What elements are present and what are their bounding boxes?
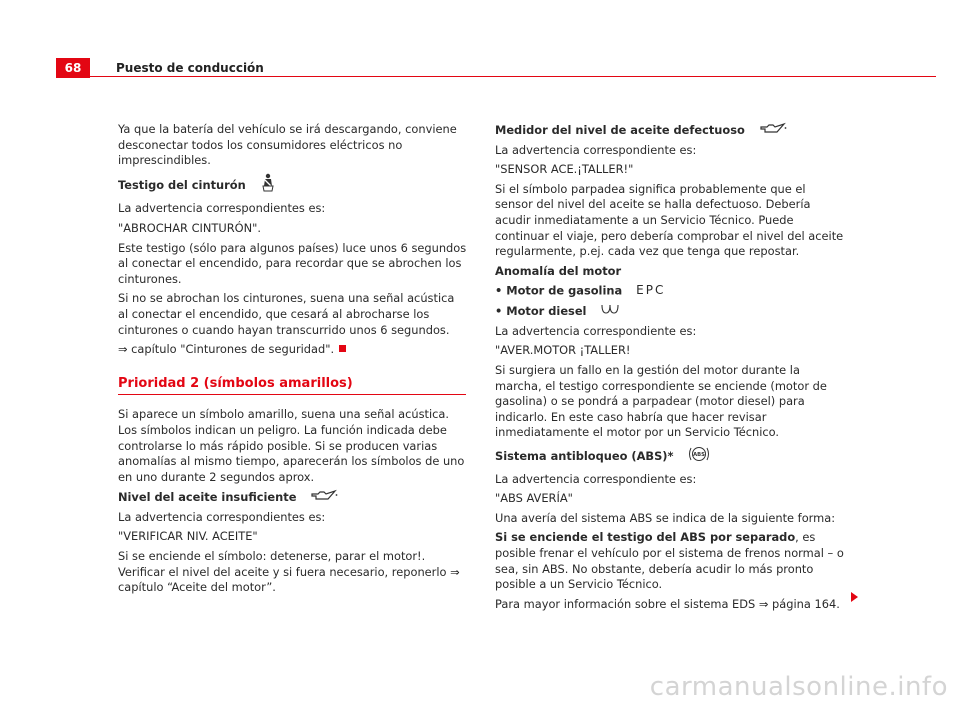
- engine-heading: Anomalía del motor: [495, 263, 622, 278]
- left-column: [118, 122, 468, 600]
- gasoline-engine-item: [495, 283, 845, 299]
- abs-heading: [495, 445, 845, 468]
- diesel-engine-item: [495, 303, 845, 320]
- abs-heading-text: Sistema antibloqueo (ABS)*: [495, 448, 674, 463]
- belt-text-4: Si no se abrochan los cinturones, suena una señal acústica al conectar el encendido, que cesará al abrocharse los cinturones o cuando hayan transcurrido unos 6 segundos.: [118, 291, 455, 337]
- diesel-engine-text: • Motor diesel: [495, 304, 587, 319]
- sensor-text-1: La advertencia correspondiente es:: [495, 142, 697, 157]
- watermark: carmanualsonline.info: [649, 672, 948, 702]
- glow-plug-icon: [600, 303, 620, 320]
- abs-text-5: Para mayor información sobre el sistema EDS ⇒ página 164.: [495, 596, 840, 611]
- belt-text-3: Este testigo (sólo para algunos países) luce unos 6 segundos al conectar el encendido, para recordar que se abrochen los cinturones.: [118, 240, 467, 286]
- oil-sensor-icon: [759, 122, 787, 139]
- abs-icon-label: ABS: [693, 452, 706, 459]
- belt-heading-text: Testigo del cinturón: [118, 177, 246, 192]
- belt-reference-link[interactable]: ⇒ capítulo "Cinturones de seguridad".: [118, 342, 335, 357]
- oil-can-icon: [310, 489, 338, 506]
- right-column: [495, 122, 845, 616]
- oil-text-1: La advertencia correspondientes es:: [118, 509, 326, 524]
- abs-icon: [687, 445, 711, 468]
- end-mark: [339, 345, 346, 352]
- sensor-text-3: Si el símbolo parpadea significa probablemente que el sensor del nivel del aceite se halla defectuoso. Debería acudir inmediatamente a un Servicio Técnico. Puede continuar el viaje, pero debería comprobar el nivel del aceite regularmente, p.ej. cada vez que tenga que repostar.: [495, 181, 844, 259]
- page-number: 68: [56, 58, 90, 78]
- gasoline-engine-text: • Motor de gasolina: [495, 283, 623, 298]
- abs-text-3: Una avería del sistema ABS se indica de la siguiente forma:: [495, 510, 836, 525]
- belt-reference: [118, 342, 468, 358]
- abs-text-1: La advertencia correspondiente es:: [495, 471, 697, 486]
- epc-icon: EPC: [636, 283, 666, 298]
- oil-text-2: "VERIFICAR NIV. ACEITE": [118, 529, 258, 544]
- engine-text-3: Si surgiera un fallo en la gestión del motor durante la marcha, el testigo correspondiente se enciende (motor de gasolina) o se pondrá a parpadear (motor diesel) para indicarlo. En este caso habría que hacer revisar inmediatamente el motor por un Servicio Técnico.: [495, 363, 827, 440]
- oil-sensor-heading-text: Medidor del nivel de aceite defectuoso: [495, 122, 745, 137]
- header-rule: [90, 76, 936, 77]
- oil-text-3: Si se enciende el símbolo: detenerse, parar el motor!. Verificar el nivel del aceite y si fuera necesario, reponerlo ⇒ capítulo “Aceite del motor”.: [118, 549, 460, 595]
- belt-text-1: La advertencia correspondientes es:: [118, 201, 326, 216]
- abs-text-2: "ABS AVERÍA": [495, 491, 573, 506]
- engine-text-2: "AVER.MOTOR ¡TALLER!: [495, 343, 631, 358]
- continue-arrow-icon: [851, 592, 858, 602]
- chapter-title: Puesto de conducción: [116, 61, 264, 75]
- sensor-text-2: "SENSOR ACE.¡TALLER!": [495, 162, 634, 177]
- oil-heading: [118, 489, 468, 506]
- oil-sensor-heading: [495, 122, 845, 139]
- abs-text-4-bold: Si se enciende el testigo del ABS por separado: [495, 530, 796, 545]
- abs-text-4: [495, 530, 845, 592]
- belt-heading: [118, 173, 468, 198]
- section-title: Prioridad 2 (símbolos amarillos): [118, 376, 466, 396]
- belt-text-2: "ABROCHAR CINTURÓN".: [118, 220, 261, 235]
- abs-text-4-rest: , es posible frenar el vehículo por el sistema de frenos normal – o sea, sin ABS. No obstante, debería acudir lo más pronto posible a un Servicio Técnico.: [495, 530, 844, 592]
- seatbelt-icon: [260, 173, 276, 198]
- engine-text-1: La advertencia correspondiente es:: [495, 323, 697, 338]
- intro-paragraph: Ya que la batería del vehículo se irá descargando, conviene desconectar todos los consumidores eléctricos no imprescindibles.: [118, 122, 457, 168]
- oil-heading-text: Nivel del aceite insuficiente: [118, 490, 297, 505]
- priority-paragraph: Si aparece un símbolo amarillo, suena una señal acústica. Los símbolos indican un peligro. La función indicada debe controlarse lo más rápido posible. Si se producen varias anomalías al mismo tiempo, aparecerán los símbolos de uno en uno durante 2 segundos aprox.: [118, 407, 465, 484]
